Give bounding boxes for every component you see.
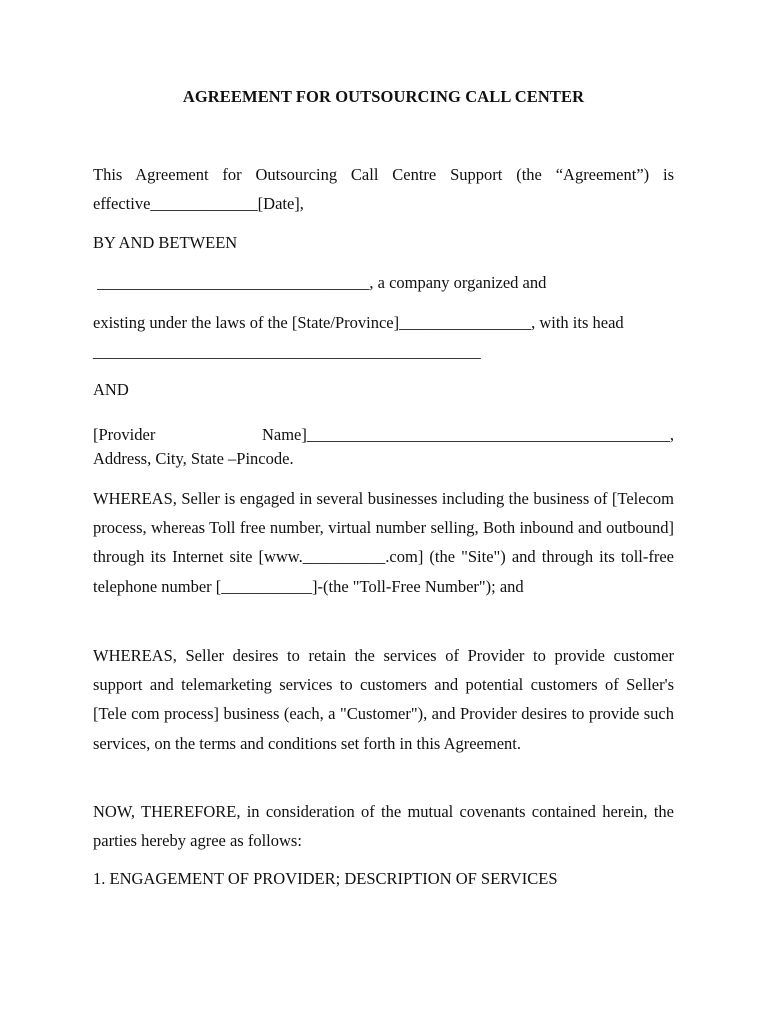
whereas-paragraph-2: WHEREAS, Seller desires to retain the services of Provider to provide customer support and telemarketing services to customers and potential customers of Seller's [Tele com process] business (each, a "Customer"), and Provider desires to provide such services, on the terms and conditions set forth in this Agreement. — [93, 646, 674, 753]
party1-address-line2: _______________________________________________ — [93, 342, 481, 361]
and-heading: AND — [93, 380, 129, 399]
document-title: AGREEMENT FOR OUTSOURCING CALL CENTER — [182, 87, 585, 106]
provider-label: [Provider — [93, 425, 156, 444]
by-and-between-heading: BY AND BETWEEN — [93, 233, 238, 252]
party1-address — [93, 313, 674, 362]
provider-address: Address, City, State –Pincode. — [93, 449, 294, 469]
provider-block — [93, 420, 674, 469]
whereas-paragraph-1: WHEREAS, Seller is engaged in several businesses including the business of [Telecom process, whereas Toll free number, virtual number selling, Both inbound and outbound] through its Internet site [www.__________.com] (the "Site") and through its toll-free telephone number [___________]-(the "Toll-Free Number"); and — [93, 489, 674, 596]
provider-name-field: Name]____________________________________________, — [261, 425, 674, 444]
section-1-heading: 1. ENGAGEMENT OF PROVIDER; DESCRIPTION OF SERVICES — [93, 869, 558, 888]
now-therefore-paragraph: NOW, THEREFORE, in consideration of the mutual covenants contained herein, the parties hereby agree as follows: — [93, 802, 674, 851]
intro-paragraph: This Agreement for Outsourcing Call Centre Support (the “Agreement”) is effective_____________[Date], — [93, 165, 674, 214]
party1-address-line1: existing under the laws of the [State/Province]________________, with its head — [93, 313, 624, 332]
provider-name-line — [93, 420, 674, 449]
document-page — [93, 0, 674, 1024]
party1-line: _________________________________, a company organized and — [93, 273, 547, 292]
